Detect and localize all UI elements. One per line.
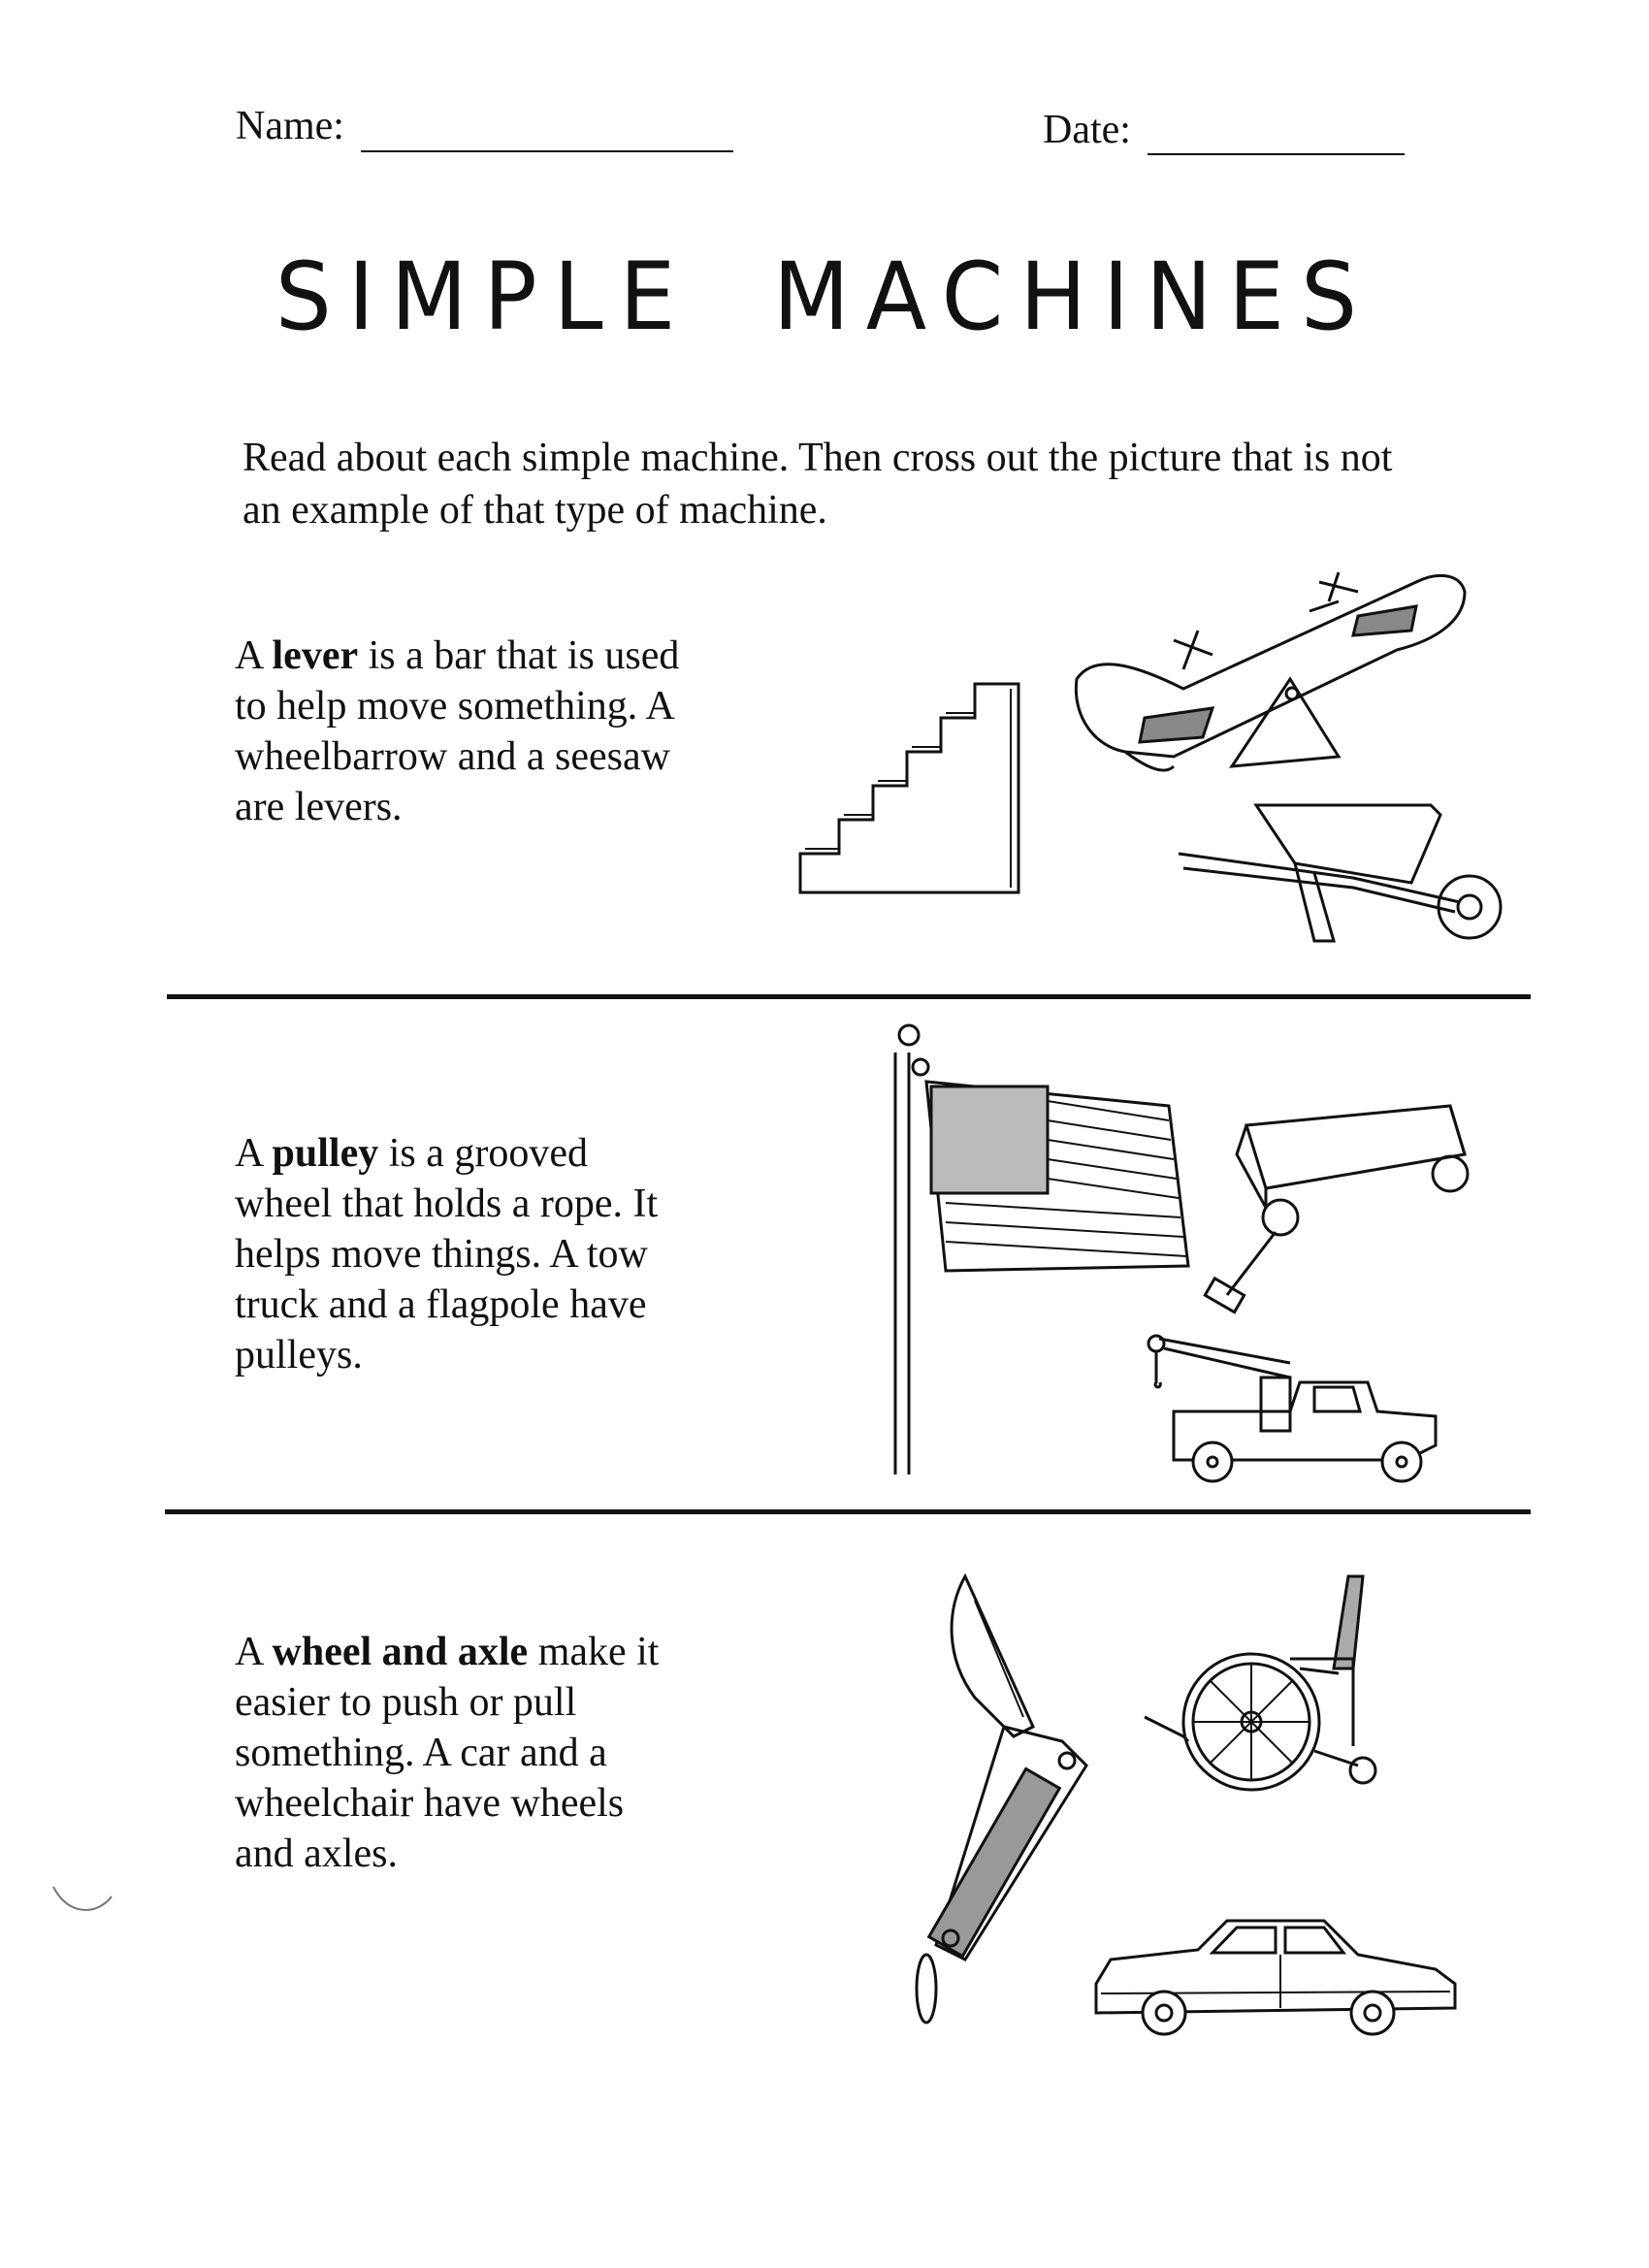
stairs-icon[interactable]	[795, 679, 1028, 897]
date-field[interactable]	[1148, 153, 1405, 155]
title-word-2: MACHINES	[772, 243, 1374, 351]
scan-mark	[48, 1877, 116, 1921]
lever-post: is a bar that is used to help move something. A wheelbarrow and a seesaw are levers.	[235, 633, 680, 829]
section-divider-1	[167, 994, 1531, 999]
lever-paragraph	[235, 631, 681, 832]
wheel-axle-post: make it easier to push or pull something. A car and a wheelchair have wheels and axles.	[235, 1630, 660, 1876]
wheelbarrow-icon[interactable]	[1179, 795, 1508, 951]
section-divider-2	[165, 1509, 1531, 1514]
title-word-1: SIMPLE	[275, 243, 693, 351]
pulley-post: is a grooved wheel that holds a rope. It helps move things. A tow truck and a flagpole have pulleys.	[235, 1131, 659, 1377]
lever-term: lever	[272, 633, 359, 678]
pulley-paragraph	[235, 1128, 681, 1380]
pocketknife-icon[interactable]	[907, 1571, 1101, 2027]
wagon-icon[interactable]	[1208, 1096, 1474, 1314]
wheel-axle-pre: A	[235, 1630, 273, 1674]
instructions: Read about each simple machine. Then cross out the picture that is not an example of that type of machine.	[242, 436, 1393, 533]
lever-pre: A	[235, 633, 273, 678]
pulley-pre: A	[235, 1131, 273, 1176]
name-label: Name:	[236, 104, 344, 148]
name-field[interactable]	[361, 150, 733, 152]
wheel-axle-term: wheel and axle	[272, 1630, 529, 1674]
pulley-term: pulley	[272, 1131, 379, 1176]
seesaw-icon[interactable]	[1067, 572, 1474, 795]
date-label: Date:	[1043, 108, 1131, 152]
page-title	[42, 243, 1608, 351]
car-icon[interactable]	[1091, 1906, 1460, 2042]
wheelchair-icon[interactable]	[1145, 1571, 1382, 1799]
wheel-axle-paragraph	[235, 1627, 681, 1879]
tow-truck-icon[interactable]	[1145, 1324, 1445, 1484]
